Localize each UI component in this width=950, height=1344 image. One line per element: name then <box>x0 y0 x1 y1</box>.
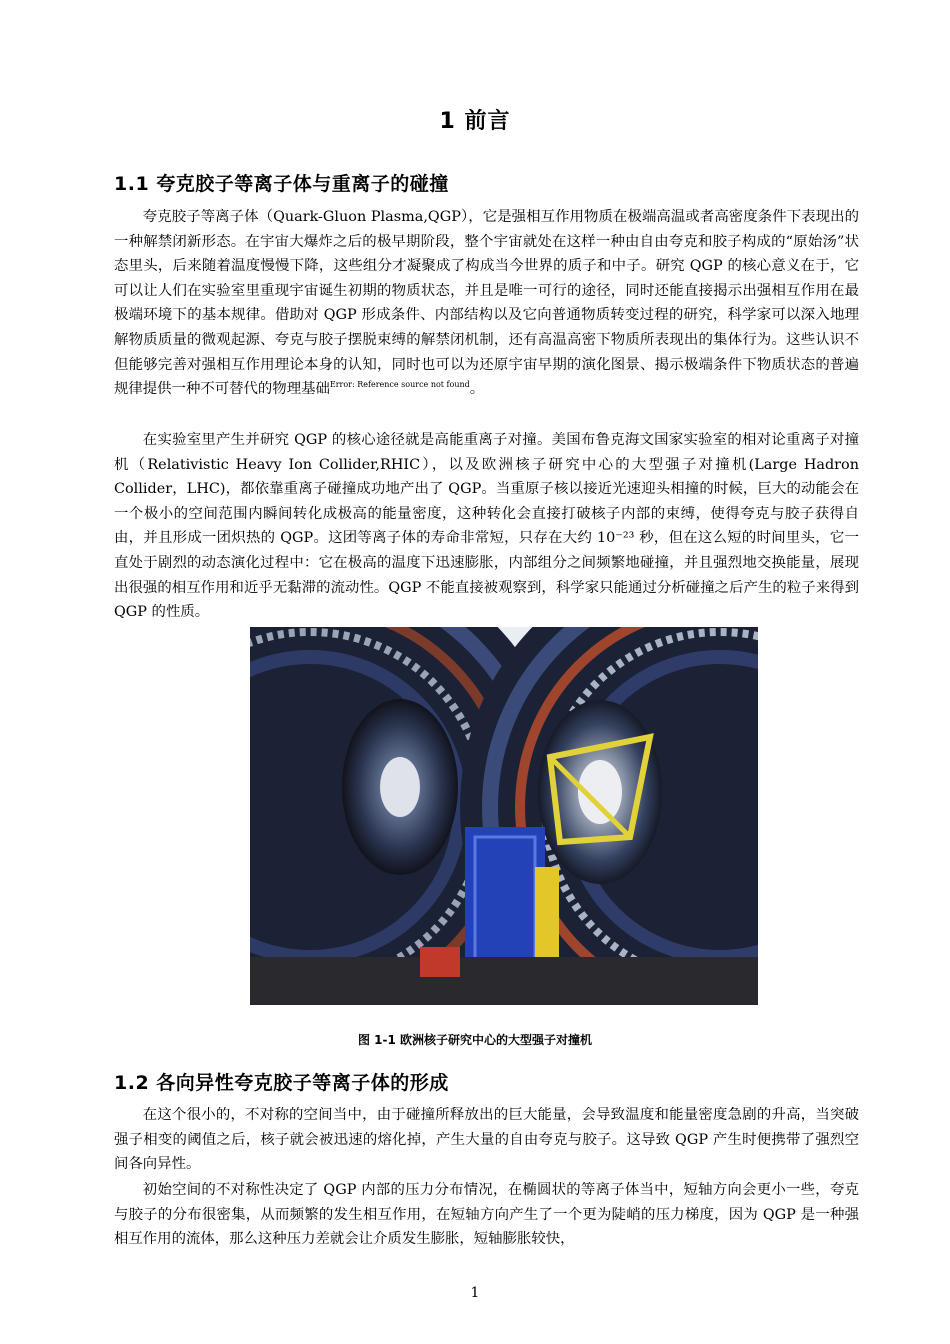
paragraph-end-punct: 。 <box>469 381 485 398</box>
paragraph-text: 夸克胶子等离子体（Quark-Gluon Plasma,QGP），它是强相互作用物质在极端高温或者高密度条件下表现出的一种解禁闭新形态。在宇宙大爆炸之后的极早期阶段，整个宇宙就处在这样一种由自由夸克和胶子构成的“原始汤”状态里头，后来随着温度慢慢下降，这些组分才凝聚成了构成当今世界的质子和中子。研究 QGP 的核心意义在于，它可以让人们在实验室里重现宇宙诞生初期的物质状态，并且是唯一可行的途径，同时还能直接揭示出强相互作用在最极端环境下的基本规律。借助对 QGP 形成条件、内部结构以及它向普通物质转变过程的研究，科学家可以深入地理解物质质量的微观起源、夸克与胶子摆脱束缚的解禁闭机制，还有高温高密下物质所表现出的集体行为。这些认识不但能够完善对强相互作用理论本身的认知，同时也可以为还原宇宙早期的演化图景、揭示极端条件下物质状态的普遍规律提供一种不可替代的物理基础 <box>114 209 859 398</box>
figure-caption: 图 1-1 欧洲核子研究中心的大型强子对撞机 <box>357 1033 593 1047</box>
reference-error-note: Error: Reference source not found <box>329 380 470 390</box>
section-heading-1-1: 1.1 夸克胶子等离子体与重离子的碰撞 <box>114 173 449 195</box>
page-number: 1 <box>470 1285 480 1301</box>
paragraph-pressure-gradient: 初始空间的不对称性决定了 QGP 内部的压力分布情况，在椭圆状的等离子体当中，短轴方向会更小一些，夸克与胶子的分布很密集，从而频繁的发生相互作用，在短轴方向产生了一个更为陡峭的压力梯度，因为 QGP 是一种强相互作用的流体，那么这种压力差就会让介质发生膨胀，短轴膨胀较快， <box>114 1182 859 1248</box>
paragraph-anisotropy-origin: 在这个很小的，不对称的空间当中，由于碰撞所释放出的巨大能量，会导致温度和能量密度急剧的升高，当突破强子相变的阈值之后，核子就会被迅速的熔化掉，产生大量的自由夸克与胶子。这导致 QGP 产生时便携带了强烈空间各向异性。 <box>114 1107 859 1173</box>
paragraph-qgp-intro <box>114 205 859 402</box>
chapter-title: 1 前言 <box>439 109 511 134</box>
paragraph-heavy-ion-collisions: 在实验室里产生并研究 QGP 的核心途径就是高能重离子对撞。美国布鲁克海文国家实验室的相对论重离子对撞机（Relativistic Heavy Ion Collider,RHIC），以及欧洲核子研究中心的大型强子对撞机(Large Hadron Collider，LHC)，都依靠重离子碰撞成功地产出了 QGP。当重原子核以接近光速迎头相撞的时候，巨大的动能会在一个极小的空间范围内瞬间转化成极高的能量密度，这种转化会直接打破核子内部的束缚，使得夸克与胶子获得自由，并且形成一团炽热的 QGP。这团等离子体的寿命非常短，只存在大约 10⁻²³ 秒，但在这么短的时间里头，它一直处于剧烈的动态演化过程中：它在极高的温度下迅速膨胀，内部组分之间频繁地碰撞，并且强烈地交换能量，展现出很强的相互作用和近乎无黏滞的流动性。QGP 不能直接被观察到，科学家只能通过分析碰撞之后产生的粒子来得到 QGP 的性质。 <box>114 432 859 621</box>
section-heading-1-2: 1.2 各向异性夸克胶子等离子体的形成 <box>114 1072 449 1094</box>
lhc-detector-photo <box>250 627 758 1005</box>
